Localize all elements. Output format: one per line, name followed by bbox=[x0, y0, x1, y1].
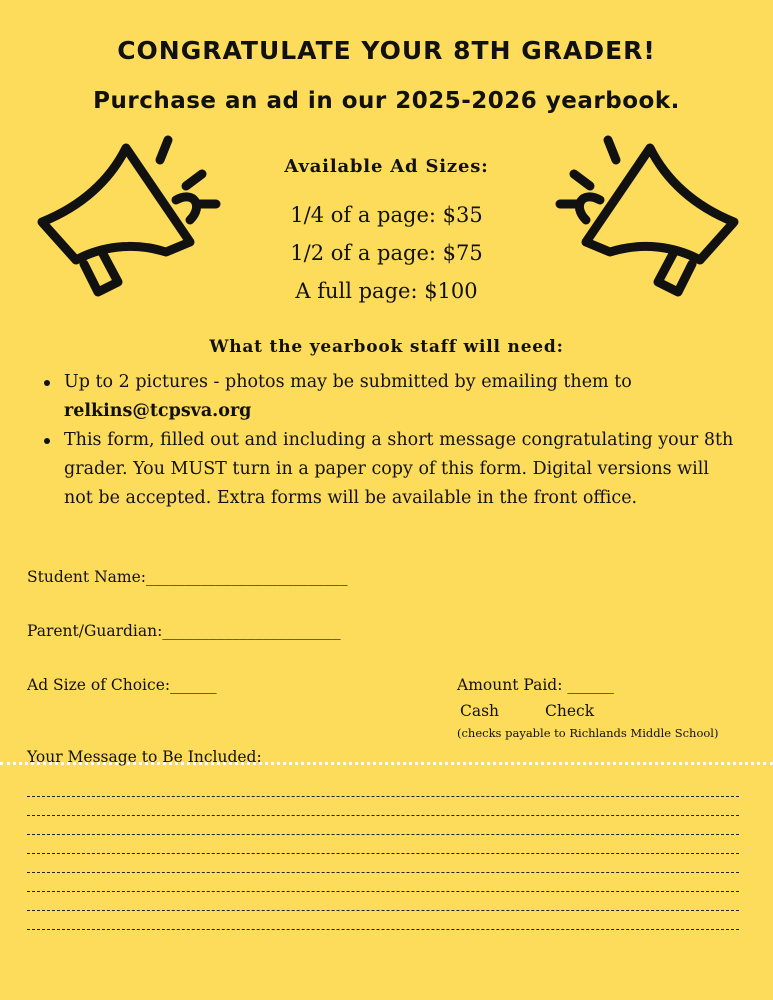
ad-sizes-list bbox=[0, 196, 773, 310]
needs-pictures-text: Up to 2 pictures - photos may be submitted by emailing them to bbox=[64, 372, 632, 392]
student-name-field: Student Name:__________________________ bbox=[27, 568, 348, 586]
ad-size-half: 1/2 of a page: $75 bbox=[290, 241, 483, 265]
writing-line bbox=[27, 872, 739, 873]
ad-size-quarter: 1/4 of a page: $35 bbox=[290, 203, 483, 227]
check-option: Check bbox=[545, 702, 595, 720]
needs-heading: What the yearbook staff will need: bbox=[209, 337, 564, 357]
page-title: CONGRATULATE YOUR 8TH GRADER! bbox=[117, 36, 656, 65]
parent-guardian-field: Parent/Guardian:_______________________ bbox=[27, 622, 341, 640]
email-link[interactable]: relkins@tcpsva.org bbox=[64, 401, 252, 421]
page-subtitle: Purchase an ad in our 2025-2026 yearbook. bbox=[93, 88, 680, 114]
writing-line bbox=[27, 853, 739, 854]
needs-list bbox=[30, 368, 742, 513]
ad-sizes-heading: Available Ad Sizes: bbox=[284, 156, 489, 177]
checks-payable-note: (checks payable to Richlands Middle School) bbox=[457, 726, 719, 740]
writing-line bbox=[27, 929, 739, 930]
amount-paid-field: Amount Paid: ______ bbox=[457, 676, 614, 694]
ad-size-full: A full page: $100 bbox=[295, 279, 478, 303]
writing-line bbox=[27, 834, 739, 835]
writing-line bbox=[27, 796, 739, 797]
list-item bbox=[30, 368, 742, 426]
writing-line bbox=[27, 891, 739, 892]
cash-option: Cash bbox=[460, 702, 500, 720]
message-label: Your Message to Be Included: bbox=[27, 748, 262, 766]
list-item: This form, filled out and including a short message congratulating your 8th grader. You MUST turn in a paper copy of this form. Digital versions will not be accepted. Extra forms will be available in the front office. bbox=[30, 426, 742, 513]
message-writing-lines bbox=[27, 778, 739, 937]
ad-size-field: Ad Size of Choice:______ bbox=[27, 676, 217, 694]
writing-line bbox=[27, 910, 739, 911]
writing-line bbox=[27, 815, 739, 816]
